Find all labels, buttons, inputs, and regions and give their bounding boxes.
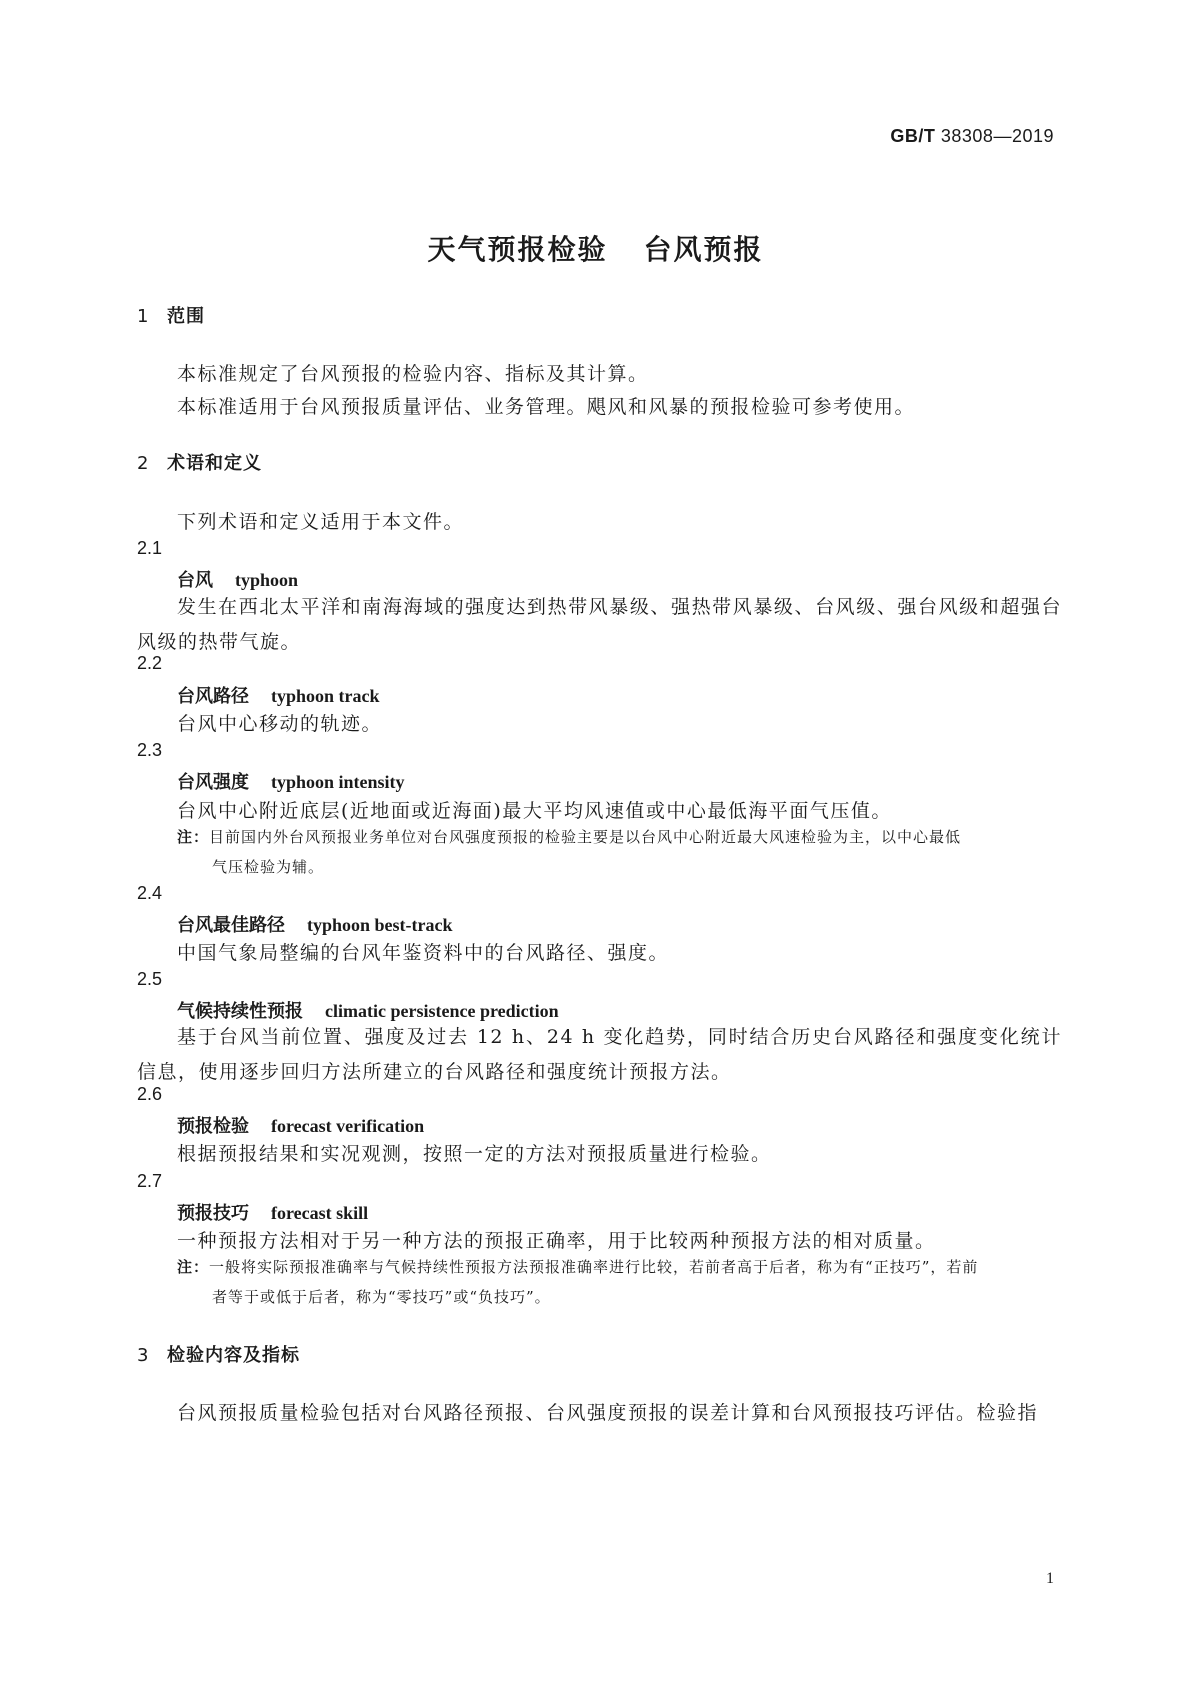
- note-line-1: 目前国内外台风预报业务单位对台风强度预报的检验主要是以台风中心附近最大风速检验为主，以中心最低: [209, 828, 962, 846]
- document-title: [0, 228, 1191, 268]
- term-cn: 预报检验: [177, 1116, 249, 1137]
- scope-paragraph-1: 本标准规定了台风预报的检验内容、指标及其计算。: [177, 363, 649, 385]
- term-cn: 气候持续性预报: [177, 1001, 303, 1022]
- note-label: 注：: [177, 828, 210, 846]
- term-heading: [177, 768, 405, 794]
- term-heading: [177, 682, 380, 708]
- title-part-2: 台风预报: [643, 233, 764, 266]
- term-cn: 台风路径: [177, 686, 249, 707]
- term-heading: [177, 911, 453, 937]
- note-label: 注：: [177, 1258, 210, 1276]
- clause-number: 2.7: [137, 1171, 163, 1191]
- section-3-title: 检验内容及指标: [167, 1345, 300, 1366]
- section-1-heading: [137, 302, 205, 328]
- clause-number: 2.2: [137, 653, 163, 673]
- section-1-title: 范围: [167, 306, 205, 327]
- term-cn: 预报技巧: [177, 1203, 249, 1224]
- term-en: forecast skill: [271, 1203, 369, 1223]
- term-definition: 台风中心附近底层(近地面或近海面)最大平均风速值或中心最低海平面气压值。: [177, 800, 892, 822]
- clause-number: 2.1: [137, 538, 163, 558]
- term-cn: 台风强度: [177, 772, 249, 793]
- term-heading: [177, 1199, 368, 1225]
- clause-number: 2.5: [137, 969, 163, 989]
- section-2-number: 2: [137, 453, 149, 474]
- title-part-1: 天气预报检验: [427, 233, 608, 266]
- clause-number: 2.6: [137, 1084, 163, 1104]
- term-en: climatic persistence prediction: [325, 1001, 559, 1021]
- term-definition: 发生在西北太平洋和南海海域的强度达到热带风暴级、强热带风暴级、台风级、强台风级和超强台风级的热带气旋。: [137, 596, 1062, 653]
- term-en: typhoon best-track: [307, 915, 453, 935]
- term-definition: 基于台风当前位置、强度及过去 12 h、24 h 变化趋势，同时结合历史台风路径和强度变化统计信息，使用逐步回归方法所建立的台风路径和强度统计预报方法。: [137, 1026, 1062, 1083]
- term-en: typhoon intensity: [271, 772, 405, 792]
- page-number: 1: [1046, 1570, 1054, 1587]
- note-line-2: 者等于或低于后者，称为“零技巧”或“负技巧”。: [212, 1288, 551, 1306]
- term-en: forecast verification: [271, 1116, 425, 1136]
- term-heading: [177, 566, 298, 592]
- term-note: [177, 822, 1062, 882]
- term-definition: 中国气象局整编的台风年鉴资料中的台风路径、强度。: [177, 942, 670, 964]
- section-1-number: 1: [137, 306, 149, 327]
- note-line-1: 一般将实际预报准确率与气候持续性预报方法预报准确率进行比较，若前者高于后者，称为有“正技巧”，若前: [209, 1258, 979, 1276]
- standard-code: [890, 126, 1054, 147]
- term-cn: 台风最佳路径: [177, 915, 285, 936]
- clause-number: 2.3: [137, 740, 163, 760]
- clause-number: 2.4: [137, 883, 163, 903]
- terms-intro: 下列术语和定义适用于本文件。: [177, 511, 465, 533]
- term-definition: 一种预报方法相对于另一种方法的预报正确率，用于比较两种预报方法的相对质量。: [177, 1230, 936, 1252]
- term-cn: 台风: [177, 570, 213, 591]
- term-heading: [177, 1112, 424, 1138]
- standard-prefix: GB/T: [890, 126, 936, 146]
- section-3-paragraph: 台风预报质量检验包括对台风路径预报、台风强度预报的误差计算和台风预报技巧评估。检验指: [177, 1402, 1039, 1424]
- term-en: typhoon: [235, 570, 299, 590]
- term-definition: 根据预报结果和实况观测，按照一定的方法对预报质量进行检验。: [177, 1143, 772, 1165]
- standard-number: 38308—2019: [940, 126, 1054, 146]
- note-line-2: 气压检验为辅。: [212, 858, 325, 876]
- section-2-heading: [137, 449, 262, 475]
- section-3-heading: [137, 1341, 300, 1367]
- term-definition: 台风中心移动的轨迹。: [177, 713, 383, 735]
- scope-paragraph-2: 本标准适用于台风预报质量评估、业务管理。飓风和风暴的预报检验可参考使用。: [177, 396, 916, 418]
- section-2-title: 术语和定义: [167, 453, 262, 474]
- term-en: typhoon track: [271, 686, 380, 706]
- section-3-number: 3: [137, 1345, 149, 1366]
- term-note: [177, 1252, 1062, 1312]
